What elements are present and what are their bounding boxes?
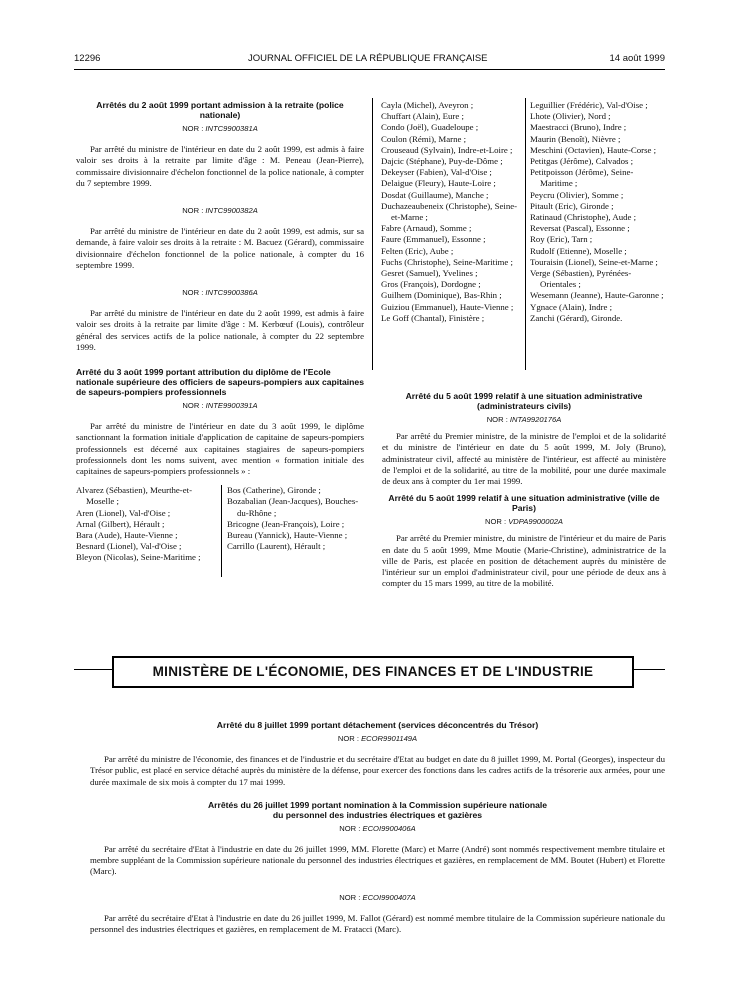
paragraph: Par arrêté du ministre de l'intérieur en date du 2 août 1999, est admis, sur sa demande, à faire valoir ses droits à la retraite : M. Bacuez (Gérard), commissaire divisionnaire d'échelon fonctionnel de la police nationale, à compter du 16 septembre 1999.: [76, 226, 364, 270]
name-entry: Gesret (Samuel), Yvelines ;: [381, 268, 478, 279]
name-entry: Dekeyser (Fabien), Val-d'Oise ;: [381, 167, 492, 178]
name-entry: Verge (Sébastien), Pyrénées-Orientales ;: [530, 268, 632, 290]
article-title: Arrêté du 8 juillet 1999 portant détachement (services déconcentrés du Trésor): [216, 720, 539, 730]
ministry-banner: MINISTÈRE DE L'ÉCONOMIE, DES FINANCES ET DE L'INDUSTRIE: [112, 656, 634, 688]
name-entry: Lhote (Olivier), Nord ;: [530, 111, 611, 122]
paragraph: Par arrêté du ministre de l'intérieur en date du 2 août 1999, est admis à faire valoir ses droits à la retraite par limite d'âge : M. Peneau (Jean-Pierre), commissaire divisionnaire d'échelon fonctionnel de la police nationale, à compter du 7 septembre 1999.: [76, 144, 364, 188]
paragraph: Par arrêté du secrétaire d'Etat à l'industrie en date du 26 juillet 1999, MM. Florette (Marc) et Marre (André) sont nommés respectivement membre titulaire et membre suppléant de la Commission supérieure nationale du personnel des industries électriques et gazières, en remplacement de MM. Boutet (Hubert) et Florette (Marc).: [90, 844, 665, 877]
full-width-section: [90, 720, 665, 951]
header-rule: [74, 69, 665, 70]
name-entry: Condo (Joël), Guadeloupe ;: [381, 122, 479, 133]
nor-reference: NOR : ECOI9900406A: [339, 823, 416, 833]
name-list-a: [76, 485, 216, 563]
name-entry: Fabre (Arnaud), Somme ;: [381, 223, 472, 234]
article-title: Arrêté du 3 août 1999 portant attribution du diplôme de l'Ecole nationale supérieure des officiers de sapeurs-pompiers aux capitaines de sapeurs-pompiers professionnels: [76, 367, 364, 398]
name-entry: Guiziou (Emmanuel), Haute-Vienne ;: [381, 301, 514, 312]
page-number: 12296: [74, 53, 101, 64]
nor-reference: NOR : ECOR9901149A: [337, 734, 418, 743]
name-entry: Peycru (Olivier), Somme ;: [530, 189, 624, 200]
name-entry: Dosdat (Guillaume), Manche ;: [381, 189, 489, 200]
nor-reference: NOR : INTE9900391A: [182, 401, 258, 411]
name-entry: Le Goff (Chantal), Finistère ;: [381, 312, 485, 323]
name-entry: Reversat (Pascal), Essonne ;: [530, 223, 630, 234]
name-entry: Zanchi (Gérard), Gironde.: [530, 312, 623, 323]
paragraph: Par arrêté du secrétaire d'Etat à l'industrie en date du 26 juillet 1999, M. Fallot (Gérard) est nommé membre titulaire de la Commission supérieure nationale du personnel des industries électriques et gazières, en remplacement de M. Fratacci (Marc).: [90, 912, 665, 935]
name-entry: Delaigue (Fleury), Haute-Loire ;: [381, 178, 496, 189]
name-entry: Aren (Lionel), Val-d'Oise ;: [76, 507, 171, 518]
article-title-cont: du personnel des industries électriques et gazières: [272, 809, 483, 820]
paragraph: Par arrêté du Premier ministre, de la ministre de l'emploi et de la solidarité et du ministre de l'intérieur en date du 5 août 1999, M. Joly (Bruno), administrateur civil, affecté au ministère de l'intérieur, est affecté au ministère de l'emploi et de la solidarité, au titre de la mobilité, pour une durée maximale de deux ans à compter du 1er mai 1999.: [382, 431, 666, 487]
name-entry: Bricogne (Jean-François), Loire ;: [227, 518, 345, 529]
issue-date: 14 août 1999: [609, 53, 665, 64]
right-lower-column: [382, 391, 666, 605]
name-entry: Rudolf (Etienne), Moselle ;: [530, 245, 627, 256]
paragraph: Par arrêté du ministre de l'économie, des finances et de l'industrie et du secrétaire d'Etat au budget en date du 8 juillet 1999, M. Portal (Georges), inspecteur du Trésor public, est placé en service détaché auprès du ministère de la défense, pour exercer des fonctions dans les cadres actifs de la trésorerie aux armées, pour une durée maximale de six mois à compter du 17 mai 1999.: [90, 754, 665, 787]
name-entry: Touraisin (Lionel), Seine-et-Marne ;: [530, 256, 658, 267]
paragraph: Par arrêté du ministre de l'intérieur en date du 2 août 1999, est admis à faire valoir ses droits à la retraite par limite d'âge : M. Kerbœuf (Louis), contrôleur général des services actifs de la police nationale, à compter du 22 septembre 1999.: [76, 308, 364, 352]
name-entry: Gros (François), Dordogne ;: [381, 279, 481, 290]
name-entry: Cayla (Michel), Aveyron ;: [381, 100, 474, 110]
article-title: Arrêtés du 26 juillet 1999 portant nomination à la Commission supérieure nationale: [207, 799, 548, 810]
nor-reference: NOR : INTC9900382A: [182, 206, 258, 216]
name-entry: Roy (Eric), Tarn ;: [530, 234, 593, 245]
name-entry: Petitpoisson (Jérôme), Seine-Maritime ;: [530, 167, 634, 189]
nor-reference: NOR : ECOI9900407A: [339, 892, 416, 902]
name-entry: Maestracci (Bruno), Indre ;: [530, 122, 627, 133]
left-column: [76, 100, 364, 575]
name-entry: Coulon (Rémi), Marne ;: [381, 133, 467, 144]
name-entry: Wesemann (Jeanne), Haute-Garonne ;: [530, 290, 664, 301]
nor-reference: NOR : INTC9900381A: [182, 124, 258, 133]
name-list: [76, 485, 364, 575]
column-separator: [372, 98, 373, 370]
name-entry: Duchazeaubeneix (Christophe), Seine-et-Marne ;: [381, 200, 518, 223]
name-entry: Bos (Catherine), Gironde ;: [227, 485, 321, 496]
name-entry: Arnal (Gilbert), Hérault ;: [76, 518, 165, 529]
name-entry: Dajcic (Stéphane), Puy-de-Dôme ;: [381, 156, 503, 167]
name-entry: Fuchs (Christophe), Seine-Maritime ;: [381, 256, 513, 267]
page-header: [74, 53, 665, 67]
name-entry: Maurin (Benoît), Nièvre ;: [530, 133, 621, 144]
nor-reference: NOR : VDPA9900002A: [485, 517, 563, 527]
paragraph: Par arrêté du Premier ministre, du ministre de l'intérieur et du maire de Paris en date du 5 août 1999, Mme Moutie (Marie-Christine), administratrice de la ville de Paris, est placée en position de détachement auprès du ministère de l'intérieur sur un emploi d'administrateur civil, pour une période de deux ans à compter du 15 mars 1999, au titre de la mobilité.: [382, 533, 666, 589]
name-entry: Ratinaud (Christophe), Aude ;: [530, 212, 637, 223]
name-entry: Faure (Emmanuel), Essonne ;: [381, 234, 486, 245]
name-entry: Bozabalian (Jean-Jacques), Bouches-du-Rhône ;: [227, 496, 359, 518]
journal-title: JOURNAL OFFICIEL DE LA RÉPUBLIQUE FRANÇAISE: [248, 53, 488, 64]
nor-reference: NOR : INTC9900386A: [182, 288, 258, 298]
name-entry: Guilhem (Dominique), Bas-Rhin ;: [381, 290, 502, 301]
article-title: Arrêté du 5 août 1999 relatif à une situation administrative (ville de Paris): [388, 493, 660, 514]
name-entry: Alvarez (Sébastien), Meurthe-et-Moselle ;: [76, 485, 193, 507]
name-list-mid: [381, 100, 521, 324]
name-entry: Chuffart (Alain), Eure ;: [381, 111, 464, 122]
name-entry: Bureau (Yannick), Haute-Vienne ;: [227, 530, 348, 541]
name-entry: Besnard (Lionel), Val-d'Oise ;: [76, 541, 182, 552]
name-entry: Crouseaud (Sylvain), Indre-et-Loire ;: [381, 144, 513, 155]
name-entry: Bleyon (Nicolas), Seine-Maritime ;: [76, 552, 201, 563]
name-entry: Carrillo (Laurent), Hérault ;: [227, 541, 326, 552]
article-title: Arrêtés du 2 août 1999 portant admission à la retraite (police nationale): [96, 100, 344, 120]
name-entry: Felten (Eric), Aube ;: [381, 245, 454, 256]
paragraph: Par arrêté du ministre de l'intérieur en date du 3 août 1999, le diplôme sanctionnant la formation initiale d'application de capitaine de sapeurs-pompiers professionnels est décerné aux capitaines stagiaires de sapeurs-pompiers professionnels dont les noms suivent, avec mention « formation initiale des capitaines de sapeurs-pompiers professionnels » :: [76, 421, 364, 477]
name-entry: Leguillier (Frédéric), Val-d'Oise ;: [530, 100, 648, 110]
column-separator: [221, 485, 222, 577]
name-list-b: [227, 485, 364, 552]
nor-reference: NOR : INTA9920176A: [486, 415, 562, 424]
name-entry: Ygnace (Alain), Indre ;: [530, 301, 613, 312]
name-entry: Pitault (Eric), Gironde ;: [530, 200, 614, 211]
name-list-right: [530, 100, 666, 324]
article-title: Arrêté du 5 août 1999 relatif à une situation administrative (administrateurs civils): [405, 391, 643, 411]
name-entry: Bara (Aude), Haute-Vienne ;: [76, 530, 178, 541]
column-separator: [525, 98, 526, 370]
name-entry: Meschini (Octavien), Haute-Corse ;: [530, 144, 657, 155]
name-entry: Petitgas (Jérôme), Calvados ;: [530, 156, 634, 167]
